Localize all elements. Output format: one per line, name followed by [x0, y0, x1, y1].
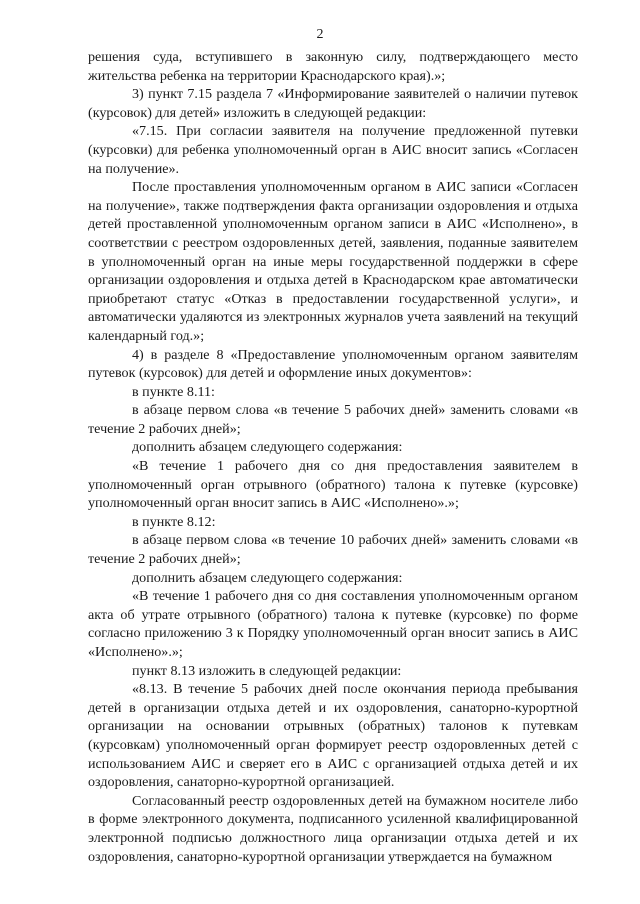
paragraph-8-12-new-text: «В течение 1 рабочего дня со дня составления уполномоченным органом акта об утрате отрывного (обратного) талона к путевке (курсовке) по форме согласно приложению 3 к Порядку уполномоченный орган вносит запись в АИС «Исполнено».»; [88, 588, 578, 660]
paragraph-8-12-replace: в абзаце первом слова «в течение 10 рабочих дней» заменить словами «в течение 2 рабочих дней»; [88, 532, 578, 568]
paragraph-point-8-13: пункт 8.13 изложить в следующей редакции: [132, 662, 402, 679]
paragraph-8-11-replace: в абзаце первом слова «в течение 5 рабочих дней» заменить словами «в течение 2 рабочих дней»; [88, 402, 578, 437]
paragraph-amendment-4: 4) в разделе 8 «Предоставление уполномоченным органом заявителям путевок (курсовок) для детей и оформление иных документов»: [88, 346, 578, 382]
paragraph-registry-approval: Согласованный реестр оздоровленных детей на бумажном носителе либо в форме электронного документа, подписанного усиленной квалифицированной электронной подписью должностного лица организации отдыха детей и их оздоровления, санаторно-курортной организации утверждается на бумажном [88, 792, 578, 865]
page-number: 2 [316, 27, 324, 42]
paragraph-8-11-add: дополнить абзацем следующего содержания: [132, 439, 403, 456]
paragraph-8-11-new-text: «В течение 1 рабочего дня со дня предоставления заявителем в уполномоченный орган отрывного (обратного) талона к путевке (курсовке) уполномоченный орган вносит запись в АИС «Исполнено».»; [88, 458, 578, 512]
document-body [88, 48, 578, 866]
paragraph-continuation: решения суда, вступившего в законную силу, подтверждающего место жительства ребенка на территории Краснодарского края).»; [88, 49, 578, 84]
paragraph-8-12-add: дополнить абзацем следующего содержания: [132, 569, 403, 586]
paragraph-point-8-11: в пункте 8.11: [132, 383, 215, 400]
paragraph-clause-8-13: «8.13. В течение 5 рабочих дней после окончания периода пребывания детей в организации отдыха детей и их оздоровления, санаторно-курортной организации на основании отрывных (обратных) талонов к путевкам (курсовкам) уполномоченный орган формирует реестр оздоровленных детей с использованием АИС и сверяет его в АИС с организацией отдыха детей и их оздоровления, санаторно-курортной организацией. [88, 681, 578, 791]
paragraph-clause-7-15: «7.15. При согласии заявителя на получение предложенной путевки (курсовки) для ребенка уполномоченный орган в АИС вносит запись «Согласен на получение». [88, 123, 578, 177]
paragraph-amendment-3: 3) пункт 7.15 раздела 7 «Информирование заявителей о наличии путевок (курсовок) для детей» изложить в следующей редакции: [88, 86, 578, 121]
paragraph-status-update: После проставления уполномоченным органом в АИС записи «Согласен на получение», также подтверждения факта организации оздоровления и отдыха детей проставленной уполномоченным органом записи в АИС «Исполнено», в соответствии с реестром оздоровленных детей, заявления, поданные заявителем в уполномоченный орган на иные меры государственной поддержки в сфере организации оздоровления и отдыха детей в Краснодарском крае автоматически приобретают статус «Отказ в предоставлении государственной услуги», и автоматически удаляются из электронных журналов учета заявлений на текущий календарный год.»; [88, 179, 578, 344]
paragraph-point-8-12: в пункте 8.12: [132, 513, 216, 530]
